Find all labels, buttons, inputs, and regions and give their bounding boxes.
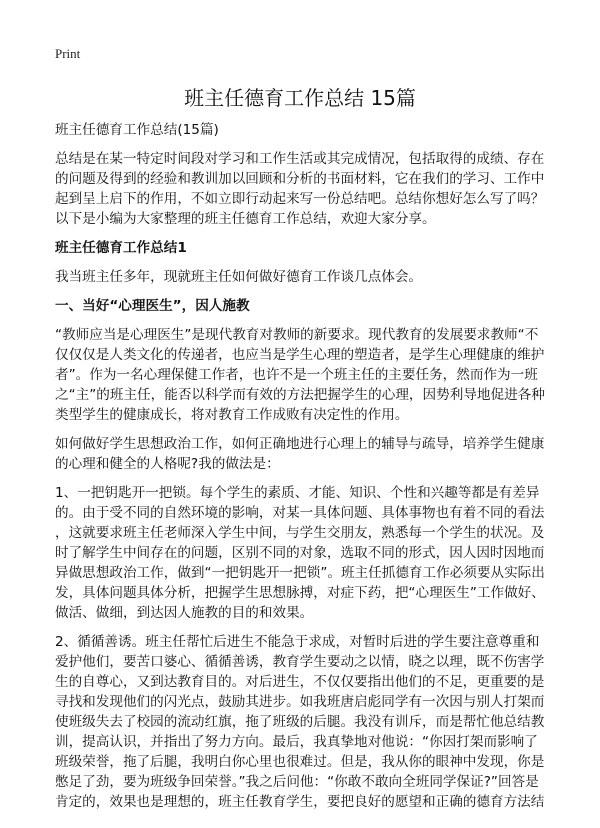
paragraph xyxy=(55,483,555,623)
text-line: 的问题及得到的经验和教训加以回顾和分析的书面材料，它在我们的学习、工作中 xyxy=(55,171,545,187)
text-line: 2、循循善诱。班主任帮忙后进生不能急于求成，对暂时后进的学生要注意尊重和 xyxy=(55,634,540,650)
text-line: 一、当好“心理医生”，因人施教 xyxy=(55,298,250,314)
text-line: 肯定的，效果也是理想的，班主任教育学生，要把良好的愿望和正确的德育方法结 xyxy=(55,794,545,810)
text-line: 者”。作为一名心理保健工作者，也许不是一个班主任的主要任务，然而作为一班 xyxy=(55,367,538,383)
print-link[interactable]: Print xyxy=(55,46,81,61)
paragraphs xyxy=(55,149,555,812)
text-line: 寻找和发现他们的闪光点，鼓励其进步。如我班唐启彪同学有一次因与别人打架而 xyxy=(55,694,545,710)
document-subtitle: 班主任德育工作总结(15篇) xyxy=(55,122,219,138)
text-line: 仅仅仅是人类文化的传递者，也应当是学生心理的塑造者，是学生心理健康的维护 xyxy=(55,347,545,363)
text-line: 爱护他们，要苦口婆心、循循善诱，教育学生要动之以情，晓之以理，既不伤害学 xyxy=(55,654,545,670)
text-line: 憋足了劲，要为班级争回荣誉。”我之后问他：“你敢不敢向全班同学保证?”回答是 xyxy=(55,774,539,790)
text-line: 起到呈上启下的作用，不如立即行动起来写一份总结吧。总结你想好怎么写了吗？ xyxy=(55,191,545,207)
text-line: 总结是在某一特定时间段对学习和工作生活或其完成情况，包括取得的成绩、存在 xyxy=(55,151,545,167)
text-line: 类型学生的健康成长，将对教育工作成败有决定性的作用。 xyxy=(55,407,409,423)
text-line: 如何做好学生思想政治工作，如何正确地进行心理上的辅导与疏导，培养学生健康 xyxy=(55,436,545,452)
text-line: 训，提高认识，并指出了努力方向。最后，我真挚地对他说：“你因打架而影响了 xyxy=(55,734,538,750)
paragraph xyxy=(55,434,555,474)
text-line: 使班级失去了校园的流动红旗，拖了班级的后腿。我没有训斥，而是帮忙他总结教 xyxy=(55,714,545,730)
document-body xyxy=(55,120,555,821)
text-line: 以下是小编为大家整理的班主任德育工作总结，欢迎大家分享。 xyxy=(55,211,436,227)
text-line: 班主任德育工作总结1 xyxy=(55,240,187,256)
text-line: 生的自尊心，又到达教育目的。对后进生，不仅仅要指出他们的不足，更重要的是 xyxy=(55,674,545,690)
text-line: 的心理和健全的人格呢?我的做法是： xyxy=(55,456,280,472)
paragraph xyxy=(55,325,555,425)
text-line: 之“主”的班主任，能否以科学而有效的方法把握学生的心理，因势利导地促进各种 xyxy=(55,387,545,403)
text-line: 时了解学生中间存在的问题，区别不同的对象，选取不同的形式，因人因时因地而 xyxy=(55,545,545,561)
paragraph xyxy=(55,267,555,287)
text-line: 做活、做细，到达因人施教的目的和效果。 xyxy=(55,605,314,621)
section-heading xyxy=(55,238,555,258)
text-line: “教师应当是心理医生”是现代教育对教师的新要求。现代教育的发展要求教师“不 xyxy=(55,327,539,343)
text-line: ，这就要求班主任老师深入学生中间，与学生交朋友，熟悉每一个学生的状况。及 xyxy=(55,525,545,541)
document-title: 班主任德育工作总结 15篇 xyxy=(184,86,416,110)
text-line: 的。由于受不同的自然环境的影响，对某一具体问题、具体事物也有着不同的看法 xyxy=(55,505,545,521)
paragraph xyxy=(55,632,555,812)
text-line: 异做思想政治工作，做到“一把钥匙开一把锁”。班主任抓德育工作必须要从实际出 xyxy=(55,565,545,581)
text-line: 我当班主任多年，现就班主任如何做好德育工作谈几点体会。 xyxy=(55,269,423,285)
text-line: 班级荣誉，拖了后腿，我明白你心里也很难过。但是，我从你的眼神中发现，你是 xyxy=(55,754,545,770)
paragraph xyxy=(55,149,555,229)
section-heading xyxy=(55,296,555,316)
text-line: 发，具体问题具体分析，把握学生思想脉搏，对症下药，把“心理医生”工作做好、 xyxy=(55,585,545,601)
text-line: 1、一把钥匙开一把锁。每个学生的素质、才能、知识、个性和兴趣等都是有差异 xyxy=(55,485,540,501)
